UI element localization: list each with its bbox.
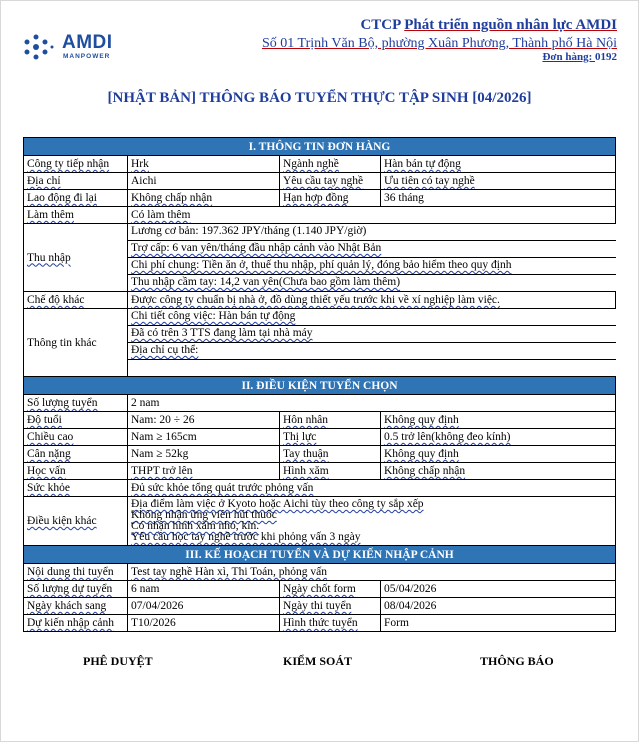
field-value: Đủ sức khỏe tổng quát trước phỏng vấn [128, 480, 616, 497]
field-value: 08/04/2026 [381, 598, 616, 615]
field-label: Cân nặng [24, 446, 128, 463]
condition-item: Có nhận hình xăm nhỏ, kín. [131, 520, 260, 532]
field-label: Lao động đi lại [24, 190, 128, 207]
field-value: Form [381, 615, 616, 632]
table-row [24, 581, 616, 598]
section-order-info: I. THÔNG TIN ĐƠN HÀNG [24, 138, 616, 156]
field-value: Hàn bán tự động [381, 156, 616, 173]
other-info-item: Địa chỉ cụ thể: [128, 343, 616, 360]
table-row [24, 564, 616, 581]
table-row [24, 463, 616, 480]
field-label: Hôn nhân [280, 412, 381, 429]
company-address: Số 01 Trịnh Văn Bộ, phường Xuân Phương, Thành phố Hà Nội [262, 36, 617, 51]
other-info-item: Chi tiết công việc: Hàn bán tự động [128, 309, 616, 326]
field-value: Không chấp nhận [128, 190, 280, 207]
field-value: 07/04/2026 [128, 598, 280, 615]
field-value: 36 tháng [381, 190, 616, 207]
field-label: Hạn hợp đồng [280, 190, 381, 207]
field-value: Ưu tiên có tay nghề [381, 173, 616, 190]
field-label: Thông tin khác [24, 309, 128, 377]
field-label: Hình thức tuyển [280, 615, 381, 632]
field-value: 05/04/2026 [381, 581, 616, 598]
field-value: T10/2026 [128, 615, 280, 632]
field-value: Aichi [128, 173, 280, 190]
field-label: Điều kiện khác [24, 497, 128, 546]
field-label: Hình xăm [280, 463, 381, 480]
condition-item: Không nhận ứng viên hút thuốc [131, 509, 277, 521]
table-row [24, 598, 616, 615]
table-row [24, 412, 616, 429]
table-row [24, 480, 616, 497]
field-value: 0.5 trở lên(không đeo kính) [381, 429, 616, 446]
field-value: Không quy định [381, 446, 616, 463]
field-label: Địa chỉ [24, 173, 128, 190]
table-row [24, 429, 616, 446]
field-value: Hrk [128, 156, 280, 173]
company-header [262, 17, 617, 63]
logo-text: AMDI [62, 32, 113, 53]
field-value: Không chấp nhận [381, 463, 616, 480]
table-row [24, 224, 616, 292]
notice-label: THÔNG BÁO [480, 654, 554, 668]
table-row [24, 207, 616, 224]
table-row [24, 190, 616, 207]
field-value: 6 nam [128, 581, 280, 598]
table-row [24, 446, 616, 463]
field-value: Có làm thêm [128, 207, 616, 224]
company-name: CTCP Phát triển nguồn nhân lực AMDI [360, 17, 617, 33]
order-number: Đơn hàng: 0192 [542, 51, 617, 63]
income-item: Lương cơ bản: 197.362 JPY/tháng (1.140 JPY/giờ) [128, 224, 616, 241]
approve-label: PHÊ DUYỆT [83, 654, 153, 668]
table-row [24, 615, 616, 632]
income-item: Chi phí chung: Tiền ăn ở, thuế thu nhập, phí quản lý, đóng bảo hiểm theo quy định [128, 258, 616, 275]
income-item: Trợ cấp: 6 van yên/tháng đầu nhập cảnh vào Nhật Bản [128, 241, 616, 258]
field-value: Được công ty chuẩn bị nhà ở, đồ dùng thiết yếu trước khi về xí nghiệp làm việc. [128, 292, 616, 309]
income-item: Thu nhập cầm tay: 14,2 van yên(Chưa bao gồm làm thêm) [131, 276, 401, 288]
field-label: Học vấn [24, 463, 128, 480]
table-row [24, 173, 616, 190]
field-label: Số lượng tuyển [24, 395, 128, 412]
table-row [24, 156, 616, 173]
condition-item: Yêu cầu học tay nghề trước khi phỏng vấn 3 ngày [131, 531, 361, 543]
field-value: 2 nam [128, 395, 616, 412]
field-label: Ngày chốt form [280, 581, 381, 598]
field-label: Độ tuổi [24, 412, 128, 429]
other-info-item: Đã có trên 3 TTS đang làm tại nhà máy [128, 326, 616, 343]
field-value: Test tay nghề Hàn xì, Thi Toán, phỏng vấn [128, 564, 616, 581]
logo-mark-icon [22, 32, 58, 62]
other-info-item [128, 360, 616, 376]
check-label: KIỂM SOÁT [283, 654, 353, 668]
field-label: Yêu cầu tay nghề [280, 173, 381, 190]
field-value: Nam ≥ 52kg [128, 446, 280, 463]
table-row [24, 309, 616, 377]
document-title: [NHẬT BẢN] THÔNG BÁO TUYỂN THỰC TẬP SINH [04/2026] [107, 90, 532, 106]
income-list [128, 224, 616, 292]
condition-item: Địa điểm làm việc ở Kyoto hoặc Aichi tùy theo công ty sắp xếp [131, 498, 424, 510]
field-label: Làm thêm [24, 207, 128, 224]
field-label: Thu nhập [24, 224, 128, 292]
field-label: Ngành nghề [280, 156, 381, 173]
field-label: Dự kiến nhập cảnh [24, 615, 128, 632]
field-label: Công ty tiếp nhận [24, 156, 128, 173]
other-conditions-list [128, 497, 616, 546]
other-info-list [128, 309, 616, 377]
field-value: THPT trở lên [128, 463, 280, 480]
field-label: Nội dung thi tuyển [24, 564, 128, 581]
company-logo [22, 32, 122, 62]
recruitment-table [23, 137, 616, 632]
field-label: Số lượng dự tuyển [24, 581, 128, 598]
field-label: Ngày thi tuyển [280, 598, 381, 615]
table-row [24, 395, 616, 412]
field-value: Nam ≥ 165cm [128, 429, 280, 446]
field-label: Ngày khách sang [24, 598, 128, 615]
field-value: Nam: 20 ÷ 26 [128, 412, 280, 429]
table-row [24, 497, 616, 546]
field-label: Chế độ khác [24, 292, 128, 309]
field-label: Tay thuận [280, 446, 381, 463]
table-row [24, 292, 616, 309]
field-label: Thị lực [280, 429, 381, 446]
field-label: Chiều cao [24, 429, 128, 446]
field-value: Không quy định [381, 412, 616, 429]
field-label: Sức khỏe [24, 480, 128, 497]
section-plan: III. KẾ HOẠCH TUYỂN VÀ DỰ KIẾN NHẬP CẢNH [24, 546, 616, 564]
logo-subtext: MANPOWER [63, 53, 111, 60]
section-conditions: II. ĐIỀU KIỆN TUYỂN CHỌN [24, 377, 616, 395]
